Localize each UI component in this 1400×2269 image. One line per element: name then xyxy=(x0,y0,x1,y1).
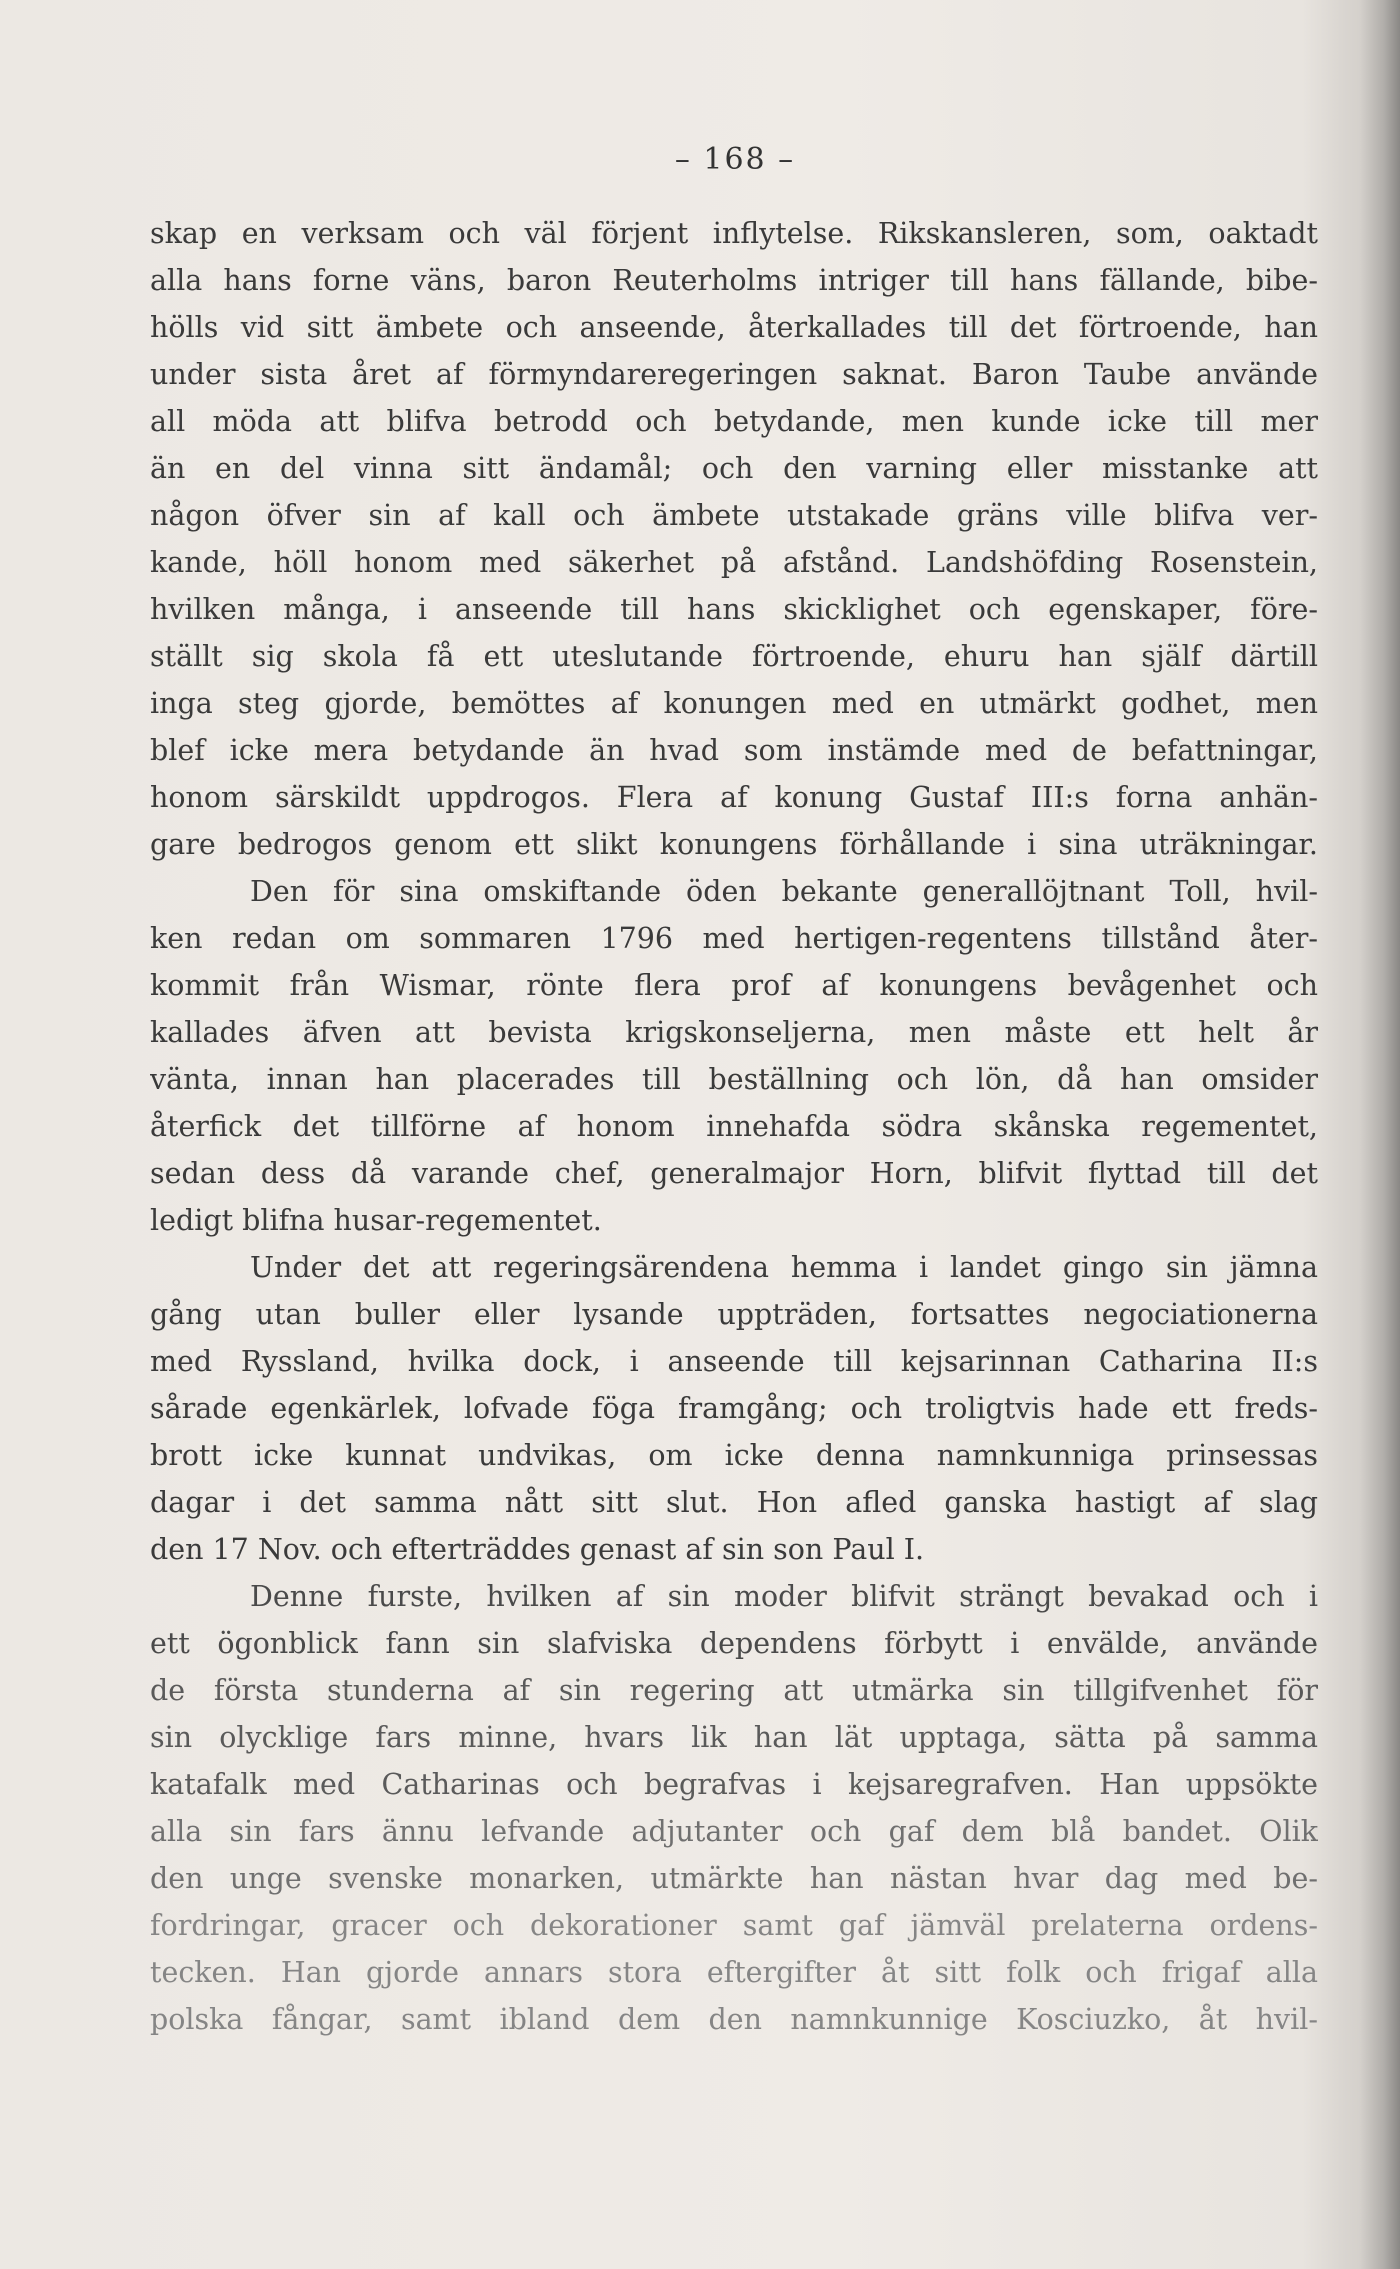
text-line: vänta, innan han placerades till beställning och lön, då han omsider xyxy=(150,1063,1318,1096)
text-line: kallades äfven att bevista krigskonseljerna, men måste ett helt år xyxy=(150,1016,1318,1049)
text-line: polska fångar, samt ibland dem den namnkunnige Kosciuzko, åt hvil- xyxy=(150,2003,1318,2036)
text-line: alla hans forne väns, baron Reuterholms intriger till hans fällande, bibe- xyxy=(150,264,1318,297)
text-line: sårade egenkärlek, lofvade föga framgång; och troligtvis hade ett freds- xyxy=(150,1392,1318,1425)
page-number: – 168 – xyxy=(674,142,796,177)
paragraph-end-line: den 17 Nov. och efterträddes genast af sin son Paul I. xyxy=(150,1533,925,1566)
text-line: tecken. Han gjorde annars stora eftergifter åt sitt folk och frigaf alla xyxy=(150,1956,1318,1989)
text-line: skap en verksam och väl förjent inflytelse. Rikskansleren, som, oaktadt xyxy=(150,217,1318,250)
text-line: brott icke kunnat undvikas, om icke denna namnkunniga prinsessas xyxy=(150,1439,1318,1472)
text-line: alla sin fars ännu lefvande adjutanter och gaf dem blå bandet. Olik xyxy=(150,1815,1318,1848)
paragraph-end-line: ledigt blifna husar-regementet. xyxy=(150,1204,602,1237)
text-line: ett ögonblick fann sin slafviska dependens förbytt i envälde, använde xyxy=(150,1627,1318,1660)
text-line: den unge svenske monarken, utmärkte han nästan hvar dag med be- xyxy=(150,1862,1318,1895)
paragraph-start-line: Under det att regeringsärendena hemma i landet gingo sin jämna xyxy=(250,1251,1318,1284)
paragraph-start-line: Denne furste, hvilken af sin moder blifvit strängt bevakad och i xyxy=(250,1580,1318,1613)
text-line: dagar i det samma nått sitt slut. Hon afled ganska hastigt af slag xyxy=(150,1486,1318,1519)
text-line: under sista året af förmyndareregeringen saknat. Baron Taube använde xyxy=(150,358,1318,391)
text-line: fordringar, gracer och dekorationer samt gaf jämväl prelaterna ordens- xyxy=(150,1909,1318,1942)
text-line: blef icke mera betydande än hvad som instämde med de befattningar, xyxy=(150,734,1318,767)
text-line: någon öfver sin af kall och ämbete utstakade gräns ville blifva ver- xyxy=(150,499,1318,532)
page-edge-shadow xyxy=(1360,0,1400,2269)
text-line: kande, höll honom med säkerhet på afstånd. Landshöfding Rosenstein, xyxy=(150,546,1318,579)
text-line: hölls vid sitt ämbete och anseende, återkallades till det förtroende, han xyxy=(150,311,1318,344)
text-line: kommit från Wismar, rönte flera prof af konungens bevågenhet och xyxy=(150,969,1318,1002)
text-line: hvilken många, i anseende till hans skicklighet och egenskaper, före- xyxy=(150,593,1318,626)
text-line: ställt sig skola få ett uteslutande förtroende, ehuru han själf därtill xyxy=(150,640,1318,673)
text-line: ken redan om sommaren 1796 med hertigen-regentens tillstånd åter- xyxy=(150,922,1318,955)
text-line: de första stunderna af sin regering att utmärka sin tillgifvenhet för xyxy=(150,1674,1318,1707)
text-line: sedan dess då varande chef, generalmajor Horn, blifvit flyttad till det xyxy=(150,1157,1318,1190)
text-line: inga steg gjorde, bemöttes af konungen med en utmärkt godhet, men xyxy=(150,687,1318,720)
text-line: med Ryssland, hvilka dock, i anseende till kejsarinnan Catharina II:s xyxy=(150,1345,1318,1378)
text-line: sin olycklige fars minne, hvars lik han lät upptaga, sätta på samma xyxy=(150,1721,1318,1754)
text-line: än en del vinna sitt ändamål; och den varning eller misstanke att xyxy=(150,452,1318,485)
text-line: all möda att blifva betrodd och betydande, men kunde icke till mer xyxy=(150,405,1318,438)
paragraph-start-line: Den för sina omskiftande öden bekante generallöjtnant Toll, hvil- xyxy=(250,875,1318,908)
text-line: återfick det tillförne af honom innehafda södra skånska regementet, xyxy=(150,1110,1318,1143)
body-text xyxy=(150,210,1318,2043)
text-line: gång utan buller eller lysande uppträden, fortsattes negociationerna xyxy=(150,1298,1318,1331)
text-line: katafalk med Catharinas och begrafvas i kejsaregrafven. Han uppsökte xyxy=(150,1768,1318,1801)
text-line: gare bedrogos genom ett slikt konungens förhållande i sina uträkningar. xyxy=(150,828,1318,861)
text-line: honom särskildt uppdrogos. Flera af konung Gustaf III:s forna anhän- xyxy=(150,781,1318,814)
